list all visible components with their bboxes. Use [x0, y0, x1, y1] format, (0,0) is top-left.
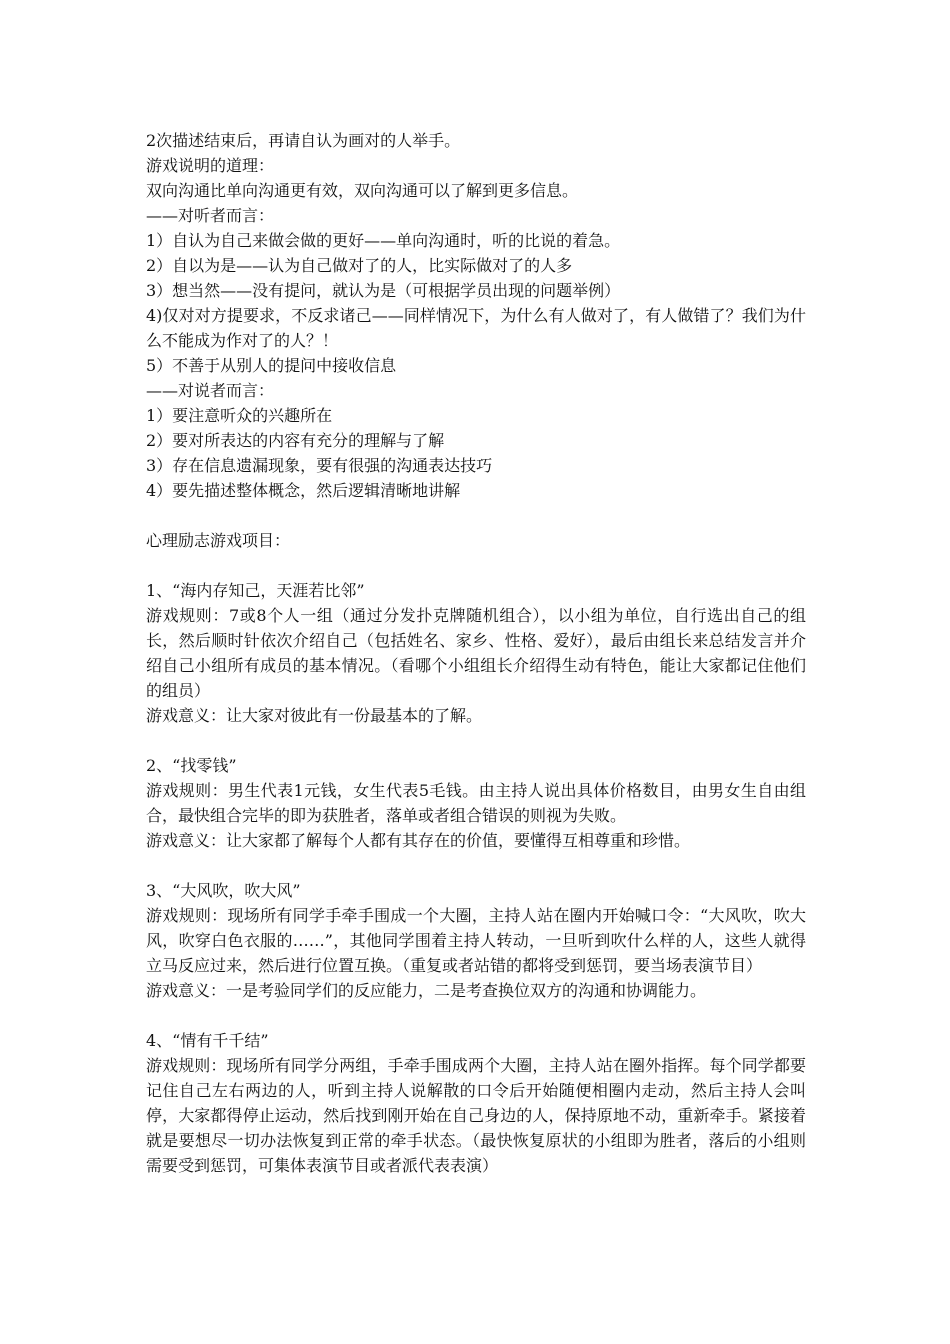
text-line: 2次描述结束后，再请自认为画对的人举手。 — [146, 131, 461, 150]
blank-line — [146, 553, 806, 578]
game-title: 2、“找零钱” — [146, 756, 237, 775]
document-body — [146, 128, 806, 1178]
text-line: 双向沟通比单向沟通更有效，双向沟通可以了解到更多信息。 — [146, 181, 579, 200]
game-rule: 游戏规则：现场所有同学手牵手围成一个大圈，主持人站在圈内开始喊口令：“大风吹，吹大风，吹穿白色衣服的……”，其他同学围着主持人转动，一旦听到吹什么样的人，这些人就得立马反应过来，然后进行位置互换。（重复或者站错的都将受到惩罚，要当场表演节目） — [146, 906, 806, 975]
text-line: ——对说者而言： — [146, 381, 275, 400]
text-line: 2）自以为是——认为自己做对了的人，比实际做对了的人多 — [146, 256, 573, 275]
game-meaning: 游戏意义：让大家对彼此有一份最基本的了解。 — [146, 706, 483, 725]
text-line: 4）要先描述整体概念，然后逻辑清晰地讲解 — [146, 481, 461, 500]
text-paragraph: 4)仅对对方提要求，不反求诸己——同样情况下，为什么有人做对了，有人做错了？我们为什么不能成为作对了的人？！ — [146, 306, 806, 350]
text-line: 1）自认为自己来做会做的更好——单向沟通时，听的比说的着急。 — [146, 231, 621, 250]
blank-line — [146, 728, 806, 753]
game-rule: 游戏规则：男生代表1元钱，女生代表5毛钱。由主持人说出具体价格数目，由男女生自由组合，最快组合完毕的即为获胜者，落单或者组合错误的则视为失败。 — [146, 781, 806, 825]
game-meaning: 游戏意义：让大家都了解每个人都有其存在的价值，要懂得互相尊重和珍惜。 — [146, 831, 691, 850]
game-title: 3、“大风吹，吹大风” — [146, 881, 301, 900]
blank-line — [146, 853, 806, 878]
text-line: 3）存在信息遗漏现象，要有很强的沟通表达技巧 — [146, 456, 493, 475]
text-line: ——对听者而言： — [146, 206, 275, 225]
game-meaning: 游戏意义：一是考验同学们的反应能力，二是考查换位双方的沟通和协调能力。 — [146, 981, 707, 1000]
text-line: 2）要对所表达的内容有充分的理解与了解 — [146, 431, 445, 450]
game-rule: 游戏规则：现场所有同学分两组，手牵手围成两个大圈，主持人站在圈外指挥。每个同学都要记住自己左右两边的人，听到主持人说解散的口令后开始随便相圈内走动，然后主持人会叫停，大家都得停止运动，然后找到刚开始在自己身边的人，保持原地不动，重新牵手。紧接着就是要想尽一切办法恢复到正常的牵手状态。（最快恢复原状的小组即为胜者，落后的小组则需要受到惩罚，可集体表演节目或者派代表表演） — [146, 1056, 806, 1175]
section-heading: 心理励志游戏项目： — [146, 531, 291, 550]
blank-line — [146, 503, 806, 528]
text-line: 游戏说明的道理： — [146, 156, 275, 175]
blank-line — [146, 1003, 806, 1028]
game-title: 4、“情有千千结” — [146, 1031, 269, 1050]
text-line: 3）想当然——没有提问，就认为是（可根据学员出现的问题举例） — [146, 281, 621, 300]
text-line: 5）不善于从别人的提问中接收信息 — [146, 356, 397, 375]
game-rule: 游戏规则：7或8个人一组（通过分发扑克牌随机组合），以小组为单位，自行选出自己的组长，然后顺时针依次介绍自己（包括姓名、家乡、性格、爱好），最后由组长来总结发言并介绍自己小组所有成员的基本情况。（看哪个小组组长介绍得生动有特色，能让大家都记住他们的组员） — [146, 606, 806, 700]
game-title: 1、“海内存知己，天涯若比邻” — [146, 581, 365, 600]
text-line: 1）要注意听众的兴趣所在 — [146, 406, 333, 425]
